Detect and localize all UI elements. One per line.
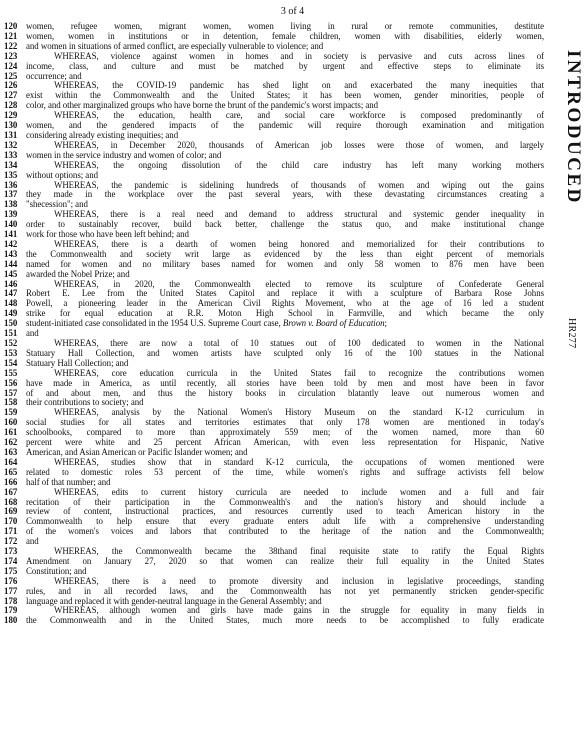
text-line — [4, 230, 544, 240]
text-line — [4, 507, 544, 517]
line-number: 153 — [4, 348, 18, 358]
line-number: 162 — [4, 438, 18, 448]
line-text: of and about men, and thus the history books in circulation blatantly leave out numerous women and — [26, 388, 544, 398]
text-line — [4, 42, 544, 52]
line-text: occurrence; and — [26, 71, 82, 81]
line-number: 159 — [4, 408, 18, 418]
line-text: "shecession"; and — [26, 200, 88, 210]
text-line — [4, 190, 544, 200]
line-number: 130 — [4, 121, 18, 131]
line-number: 122 — [4, 41, 18, 51]
line-number: 180 — [4, 616, 18, 626]
line-text: language and replaced it with gender-neutral language in the General Assembly; and — [26, 596, 322, 606]
line-number: 145 — [4, 269, 18, 279]
line-text: WHEREAS, there is a real need and demand to address structural and systemic gender inequality in — [54, 210, 544, 220]
line-text: the Commonwealth and society writ large as evidenced by the less than eight percent of memorials — [26, 249, 544, 259]
line-text: women in the service industry and women of color; and — [26, 150, 222, 160]
line-number: 163 — [4, 447, 18, 457]
line-text: awarded the Nobel Prize; and — [26, 269, 130, 279]
text-line — [4, 161, 544, 171]
line-text: review of content, instructional practices, and resources currently used to teach American history in the — [26, 507, 544, 517]
line-text: schoolbooks, compared to more than approximately 559 men; of the women named, more than 60 — [26, 428, 544, 438]
line-text: WHEREAS, in December 2020, thousands of American job losses were those of women, and largely — [54, 140, 544, 150]
text-line — [4, 151, 544, 161]
line-text: WHEREAS, the Commonwealth became the 38thand final requisite state to ratify the Equal Rights — [54, 547, 544, 557]
line-text: Robert E. Lee from the United States Capitol and replace it with a sculpture of Barbara Rose Johns — [26, 289, 544, 299]
text-line — [4, 210, 544, 220]
text-line — [4, 527, 544, 537]
text-line — [4, 280, 544, 290]
bill-number: HR277 — [566, 318, 577, 349]
text-line — [4, 498, 544, 508]
line-text: WHEREAS, core education curricula in the United States fail to recognize the contributions women — [54, 368, 544, 378]
line-text: they made in the workplace over the past several years, with these devastating circumstances creating a — [26, 190, 544, 200]
line-number: 147 — [4, 289, 18, 299]
line-text: named for women and no military bases named for women and only 58 women to 876 men have been — [26, 259, 544, 269]
text-line — [4, 408, 544, 418]
line-text: social studies for all states and territories estimates that only 178 women are mentioned in today's — [26, 418, 544, 428]
line-number: 177 — [4, 586, 18, 596]
text-line — [4, 131, 544, 141]
line-text: their contributions to society; and — [26, 398, 144, 408]
text-line — [4, 468, 544, 478]
line-number: 172 — [4, 537, 18, 547]
text-line — [4, 32, 544, 42]
text-line — [4, 101, 544, 111]
line-number: 148 — [4, 299, 18, 309]
line-text: the Commonwealth and in the United States, much more needs to be accomplished to fully eradicate — [26, 616, 544, 626]
text-line — [4, 587, 544, 597]
line-text: WHEREAS, there is a need to promote diversity and inclusion in legislative proceedings, standing — [54, 576, 544, 586]
text-line — [4, 428, 544, 438]
line-text: and — [26, 537, 39, 547]
text-line — [4, 606, 544, 616]
line-number: 137 — [4, 190, 18, 200]
line-text: Commonwealth to help ensure that every graduate enters adult life with a comprehensive understanding — [26, 517, 544, 527]
text-line — [4, 72, 544, 82]
line-number: 170 — [4, 517, 18, 527]
text-line — [4, 270, 544, 280]
line-text: WHEREAS, the pandemic is sidelining hundreds of thousands of women and wiping out the gains — [54, 180, 544, 190]
line-text: rules, and in all recorded laws, and the Commonwealth has not yet permanently stricken gender-specific — [26, 586, 544, 596]
line-number: 165 — [4, 467, 18, 477]
line-text: WHEREAS, the ongoing dissolution of the child care industry has left many working mothers — [54, 160, 544, 170]
line-number: 144 — [4, 259, 18, 269]
line-text-segment: student-initiated case consolidated in the 1954 U.S. Supreme Court case, — [26, 319, 283, 329]
line-number: 140 — [4, 220, 18, 230]
text-line — [4, 240, 544, 250]
text-line — [4, 438, 544, 448]
text-line — [4, 111, 544, 121]
line-number: 138 — [4, 200, 18, 210]
text-line — [4, 171, 544, 181]
line-text: women, refugee women, migrant women, women living in rural or remote communities, destitute — [26, 22, 544, 31]
line-text: related to domestic roles 53 percent of the time, while women's rights and suffrage activists fell below — [26, 467, 544, 477]
line-text: considering already existing inequities; and — [26, 130, 179, 140]
text-line — [4, 537, 544, 547]
line-number: 169 — [4, 507, 18, 517]
text-line — [4, 359, 544, 369]
line-number: 151 — [4, 329, 18, 339]
line-text: color, and other marginalized groups who have borne the brunt of the pandemic's worst impacts; and — [26, 101, 379, 111]
text-line — [4, 250, 544, 260]
line-text: WHEREAS, edits to current history curricula are needed to include women and a full and fair — [54, 487, 544, 497]
line-text: WHEREAS, analysis by the National Women's History Museum on the standard K-12 curriculum in — [54, 408, 544, 418]
line-text: American, and Asian American or Pacific Islander women; and — [26, 447, 248, 457]
text-line — [4, 369, 544, 379]
text-line — [4, 220, 544, 230]
line-number: 141 — [4, 230, 18, 240]
text-line — [4, 448, 544, 458]
line-number: 176 — [4, 576, 18, 586]
text-line — [4, 349, 544, 359]
line-number: 171 — [4, 527, 18, 537]
resolution-text — [4, 22, 544, 626]
text-line — [4, 616, 544, 626]
line-text: exist within the Commonwealth and the United States; it has been women, gender minorities, people of — [26, 91, 544, 101]
line-number: 134 — [4, 160, 18, 170]
text-line — [4, 557, 544, 567]
line-number: 129 — [4, 111, 18, 121]
line-number: 133 — [4, 150, 18, 160]
text-line — [4, 299, 544, 309]
text-line — [4, 81, 544, 91]
text-line — [4, 339, 544, 349]
line-text: of the women's voices and labors that contributed to the heritage of the nation and the Commonwealth; — [26, 527, 544, 537]
text-line — [4, 329, 544, 339]
line-text: Powell, a pioneering leader in the American Civil Rights Movement, who at the age of 16 led a student — [26, 299, 544, 309]
text-line — [4, 577, 544, 587]
line-text: women, women in institutions or in detention, female children, women with disabilities, elderly women, — [26, 31, 544, 41]
line-number: 173 — [4, 547, 18, 557]
line-text: income, class, and culture and must be matched by urgent and effective steps to eliminate its — [26, 61, 544, 71]
line-number: 135 — [4, 170, 18, 180]
text-line — [4, 309, 544, 319]
line-text: WHEREAS, in 2020, the Commonwealth elected to remove its sculpture of Confederate General — [54, 279, 544, 289]
line-text: without options; and — [26, 170, 98, 180]
line-number: 152 — [4, 339, 18, 348]
line-text: WHEREAS, the education, health care, and social care workforce is composed predominantly of — [54, 111, 544, 121]
line-text: strike for equal education at R.R. Moton High School in Farmville, and which became the only — [26, 309, 544, 319]
line-number: 164 — [4, 457, 18, 467]
text-line — [4, 91, 544, 101]
text-line — [4, 62, 544, 72]
line-number: 131 — [4, 130, 18, 140]
text-line — [4, 418, 544, 428]
line-text-segment: ; — [384, 319, 387, 329]
line-text: Constitution; and — [26, 566, 87, 576]
line-text: women, and the gendered impacts of the pandemic will require thorough examination and mitigation — [26, 121, 544, 131]
line-number: 132 — [4, 140, 18, 150]
line-number: 146 — [4, 279, 18, 289]
text-line — [4, 547, 544, 557]
line-number: 158 — [4, 398, 18, 408]
line-text: WHEREAS, the COVID-19 pandemic has shed light on and exacerbated the many inequities that — [54, 81, 544, 91]
line-number: 126 — [4, 81, 18, 91]
text-line — [4, 398, 544, 408]
text-line — [4, 181, 544, 191]
line-number: 136 — [4, 180, 18, 190]
text-line — [4, 478, 544, 488]
line-text: work for those who have been left behind; and — [26, 230, 189, 240]
text-line — [4, 458, 544, 468]
line-number: 161 — [4, 428, 18, 438]
line-number: 149 — [4, 309, 18, 319]
text-line — [4, 389, 544, 399]
line-number: 178 — [4, 596, 18, 606]
case-citation: Brown v. Board of Education — [282, 319, 385, 329]
line-text — [26, 319, 544, 329]
text-line — [4, 141, 544, 151]
line-number: 120 — [4, 22, 18, 31]
text-line — [4, 517, 544, 527]
line-number: 175 — [4, 566, 18, 576]
text-line — [4, 567, 544, 577]
text-line — [4, 488, 544, 498]
line-number: 128 — [4, 101, 18, 111]
line-number: 139 — [4, 210, 18, 220]
text-line — [4, 289, 544, 299]
line-text: Amendment on January 27, 2020 so that women can realize their full equality in the United States — [26, 556, 544, 566]
line-number: 160 — [4, 418, 18, 428]
line-text: WHEREAS, studies show that in standard K-12 curricula, the occupations of women mentioned were — [54, 457, 544, 467]
line-text: half of that number; and — [26, 477, 111, 487]
line-number: 121 — [4, 31, 18, 41]
line-number: 168 — [4, 497, 18, 507]
line-number: 166 — [4, 477, 18, 487]
line-number: 143 — [4, 249, 18, 259]
text-line — [4, 200, 544, 210]
line-number: 157 — [4, 388, 18, 398]
text-line — [4, 319, 544, 329]
text-line — [4, 597, 544, 607]
line-text: have made in America, as until recently, all stories have been told by men and most have been in favor — [26, 378, 544, 388]
line-number: 179 — [4, 606, 18, 616]
line-number: 142 — [4, 239, 18, 249]
line-text: percent were white and 25 percent African American, with even less representation for Hispanic, Native — [26, 438, 544, 448]
line-number: 154 — [4, 358, 18, 368]
text-line — [4, 379, 544, 389]
line-text: WHEREAS, there are now a total of 10 statues out of 100 dedicated to women in the National — [54, 339, 544, 348]
line-number: 174 — [4, 556, 18, 566]
text-line — [4, 260, 544, 270]
text-line — [4, 121, 544, 131]
line-text: and women in situations of armed conflict, are especially vulnerable to violence; and — [26, 41, 324, 51]
line-text: and — [26, 329, 39, 339]
line-number: 123 — [4, 51, 18, 61]
line-number: 167 — [4, 487, 18, 497]
line-number: 150 — [4, 319, 18, 329]
line-text: recitation of their participation in the Commonwealth's and the nation's history and should include a — [26, 497, 544, 507]
line-text: Statuary Hall Collection, and women artists have sculpted only 16 of the 100 statues in the National — [26, 348, 544, 358]
line-text: order to sustainably recover, build back better, challenge the status quo, and make institutional change — [26, 220, 544, 230]
line-number: 127 — [4, 91, 18, 101]
introduced-stamp: INTRODUCED — [563, 50, 584, 205]
line-text: WHEREAS, there is a dearth of women being honored and memorialized for their contributions to — [54, 239, 544, 249]
text-line — [4, 22, 544, 32]
line-text: Statuary Hall Collection; and — [26, 358, 129, 368]
text-line — [4, 52, 544, 62]
line-number: 156 — [4, 378, 18, 388]
page-number: 3 of 4 — [280, 6, 305, 17]
line-text: WHEREAS, although women and girls have made gains in the struggle for equality in many fields in — [54, 606, 544, 616]
line-text: WHEREAS, violence against women in homes and in society is pervasive and cuts across lines of — [54, 51, 544, 61]
line-number: 155 — [4, 368, 18, 378]
line-number: 125 — [4, 71, 18, 81]
line-number: 124 — [4, 61, 18, 71]
